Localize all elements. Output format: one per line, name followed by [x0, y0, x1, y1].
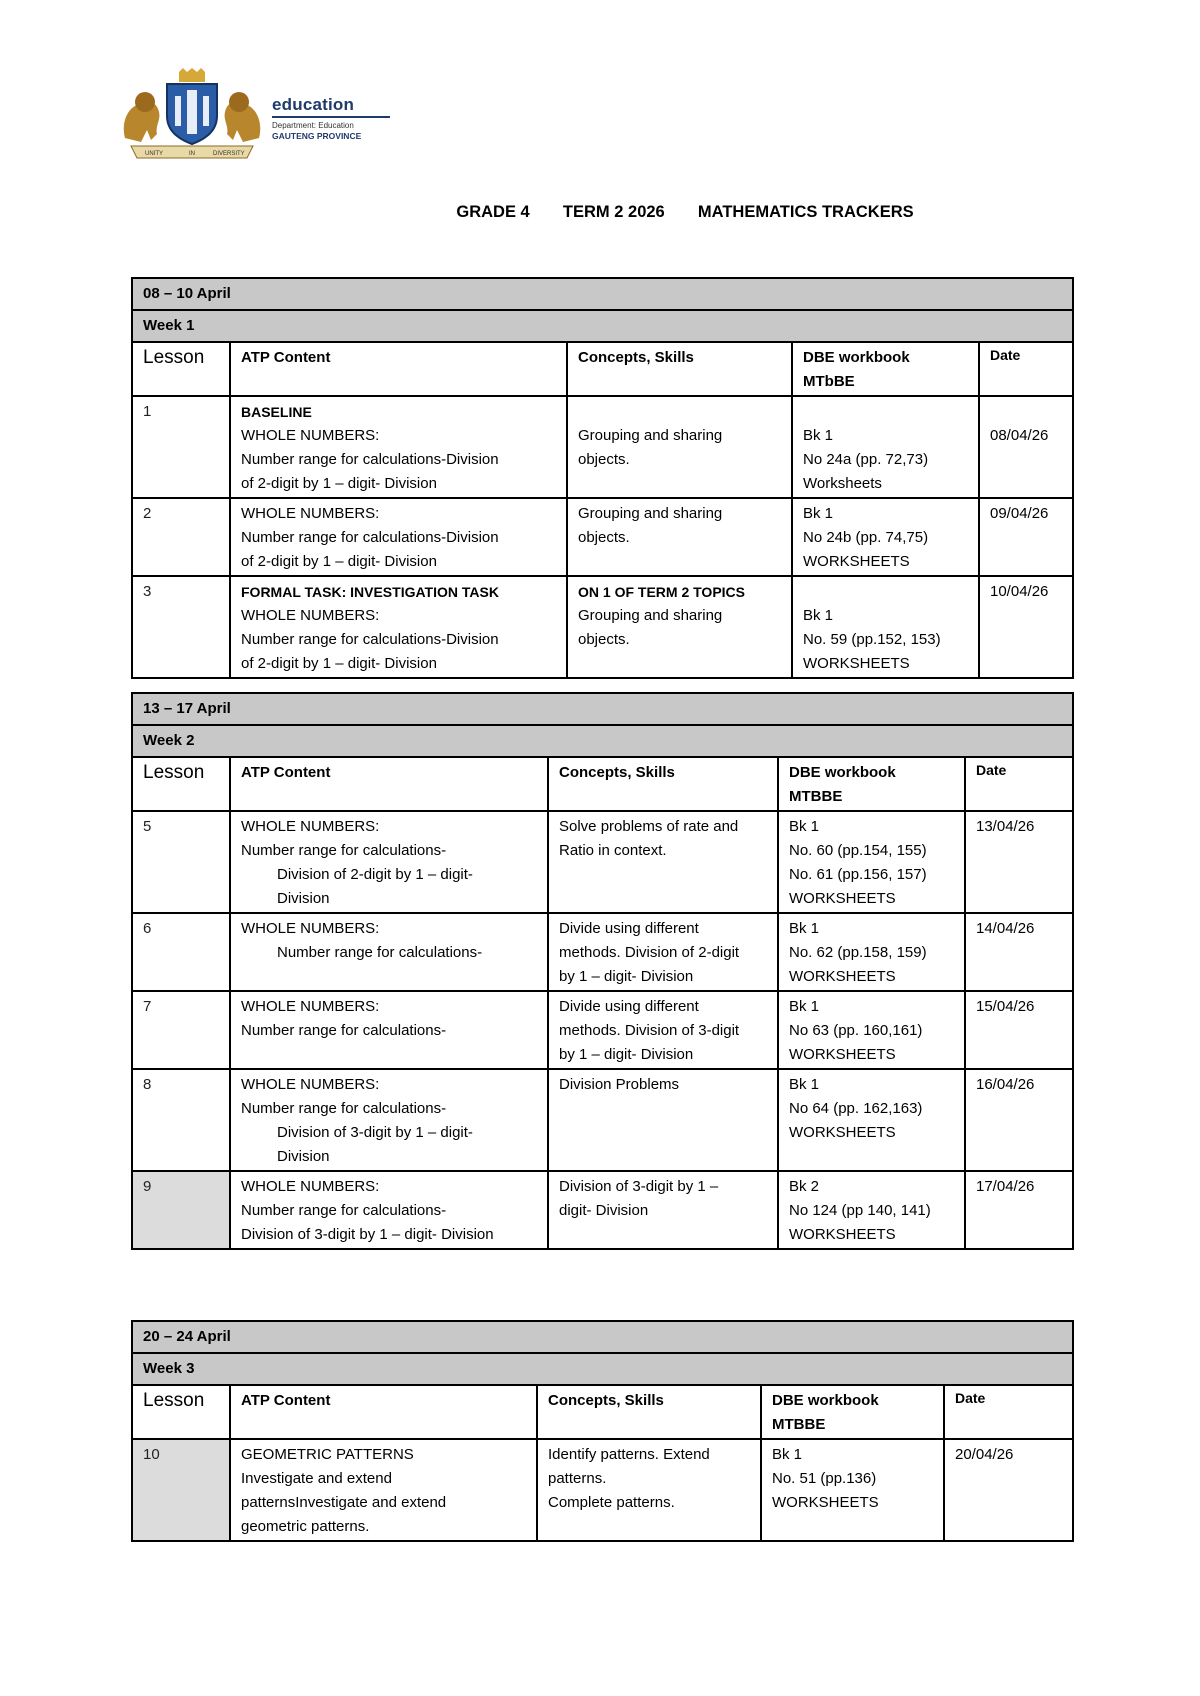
atp-content-cell-line: WHOLE NUMBERS: [241, 920, 380, 937]
dbe-workbook-cell-line [803, 400, 970, 424]
dbe-workbook-cell-line: No 24a (pp. 72,73) [803, 451, 929, 468]
atp-content-cell-line: patternsInvestigate and extend [241, 1494, 447, 1511]
title-subject: MATHEMATICS TRACKERS [697, 203, 914, 221]
table-row [132, 913, 1073, 991]
dbe-workbook-cell-line: Worksheets [803, 475, 882, 492]
atp-content-cell-line: Number range for calculations-Division [241, 631, 499, 648]
header-date: Date [979, 342, 1073, 396]
logo-text [272, 96, 390, 142]
dbe-workbook-cell [778, 811, 965, 913]
logo-province: GAUTENG PROVINCE [272, 131, 362, 141]
atp-content-cell [230, 913, 548, 991]
date-cell [965, 1171, 1073, 1249]
concepts-skills-cell [567, 396, 792, 498]
header-concepts-skills: Concepts, Skills [567, 342, 792, 396]
concepts-skills-cell [548, 811, 778, 913]
atp-content-cell-line: Number range for calculations- [277, 944, 483, 961]
concepts-skills-cell [567, 576, 792, 678]
dbe-workbook-cell-line: No 64 (pp. 162,163) [789, 1100, 923, 1117]
lesson-number: 1 [132, 396, 230, 498]
atp-content-cell-line: Division of 3-digit by 1 – digit- Division [241, 1226, 494, 1243]
date-cell-line: 09/04/26 [990, 505, 1049, 522]
atp-content-cell-line: WHOLE NUMBERS: [241, 998, 380, 1015]
week-dates-band: 13 – 17 April [132, 693, 1073, 725]
atp-content-cell-line: GEOMETRIC PATTERNS [241, 1446, 414, 1463]
week-dates-band: 08 – 10 April [132, 278, 1073, 310]
header-dbe-line: MTBBE [789, 788, 843, 805]
atp-content-cell-line: FORMAL TASK: INVESTIGATION TASK [241, 584, 499, 600]
atp-content-cell [230, 1171, 548, 1249]
header-date: Date [965, 757, 1073, 811]
table-row [132, 576, 1073, 678]
dbe-workbook-cell [792, 576, 979, 678]
atp-content-cell [230, 396, 567, 498]
atp-content-cell-line: Investigate and extend [241, 1470, 392, 1487]
dbe-workbook-cell-line: No. 60 (pp.154, 155) [789, 842, 927, 859]
concepts-skills-cell-line: Grouping and sharing [578, 505, 723, 522]
concepts-skills-cell-line: Division of 3-digit by 1 – [559, 1178, 719, 1195]
atp-content-cell-line: Number range for calculations- [241, 1202, 447, 1219]
atp-content-cell-line: Division [277, 1148, 330, 1165]
concepts-skills-cell-line: Ratio in context. [559, 842, 667, 859]
atp-content-cell-line: of 2-digit by 1 – digit- Division [241, 655, 437, 672]
dbe-workbook-cell-line [803, 580, 970, 604]
date-cell-line: 17/04/26 [976, 1178, 1035, 1195]
date-cell-line: 08/04/26 [990, 427, 1049, 444]
dbe-workbook-cell-line: No. 61 (pp.156, 157) [789, 866, 927, 883]
concepts-skills-cell [548, 1069, 778, 1171]
week-label-band: Week 3 [132, 1353, 1073, 1385]
date-cell [979, 498, 1073, 576]
atp-content-cell-line: WHOLE NUMBERS: [241, 505, 380, 522]
date-cell [965, 913, 1073, 991]
dbe-workbook-cell [792, 498, 979, 576]
table-header-row [132, 757, 1073, 811]
date-cell [979, 576, 1073, 678]
table-row [132, 498, 1073, 576]
coat-of-arms-icon [117, 68, 267, 164]
dbe-workbook-cell-line: No 124 (pp 140, 141) [789, 1202, 931, 1219]
lesson-number: 6 [132, 913, 230, 991]
date-cell-line: 16/04/26 [976, 1076, 1035, 1093]
table-row [132, 811, 1073, 913]
dbe-workbook-cell [778, 913, 965, 991]
date-cell [979, 396, 1073, 498]
dbe-workbook-cell [761, 1439, 944, 1541]
date-cell [944, 1439, 1073, 1541]
concepts-skills-cell-line: objects. [578, 631, 630, 648]
lesson-number: 3 [132, 576, 230, 678]
concepts-skills-cell [548, 913, 778, 991]
header-lesson: Lesson [132, 757, 230, 811]
concepts-skills-cell-line: Divide using different [559, 920, 699, 937]
concepts-skills-cell-line: ON 1 OF TERM 2 TOPICS [578, 584, 745, 600]
dbe-workbook-cell-line: Bk 1 [789, 920, 820, 937]
logo-department: Department: Education [272, 121, 354, 130]
concepts-skills-cell-line: by 1 – digit- Division [559, 1046, 694, 1063]
atp-content-cell-line: WHOLE NUMBERS: [241, 1076, 380, 1093]
date-cell-line: 10/04/26 [990, 583, 1049, 600]
header-atp-content: ATP Content [230, 757, 548, 811]
week-table [131, 692, 1074, 1250]
dbe-workbook-cell-line: Bk 1 [789, 998, 820, 1015]
lesson-number: 9 [132, 1171, 230, 1249]
header-dbe-line: DBE workbook [803, 349, 910, 366]
dbe-workbook-cell-line: No 24b (pp. 74,75) [803, 529, 929, 546]
motto-left: UNITY [145, 151, 163, 157]
dbe-workbook-cell-line: No 63 (pp. 160,161) [789, 1022, 923, 1039]
dbe-workbook-cell-line: WORKSHEETS [789, 890, 896, 907]
dbe-workbook-cell-line: No. 51 (pp.136) [772, 1470, 877, 1487]
atp-content-cell-line: of 2-digit by 1 – digit- Division [241, 553, 437, 570]
week-table [131, 277, 1074, 679]
date-cell-line: 13/04/26 [976, 818, 1035, 835]
atp-content-cell-line: Division of 3-digit by 1 – digit- [277, 1124, 473, 1141]
dbe-workbook-cell-line: Bk 1 [789, 818, 820, 835]
week-dates-band: 20 – 24 April [132, 1321, 1073, 1353]
table-row [132, 396, 1073, 498]
atp-content-cell-line: Division of 2-digit by 1 – digit- [277, 866, 473, 883]
week-label-band: Week 1 [132, 310, 1073, 342]
dbe-workbook-cell-line: Bk 1 [803, 607, 834, 624]
concepts-skills-cell-line: Complete patterns. [548, 1494, 675, 1511]
date-cell [965, 811, 1073, 913]
motto-mid: IN [189, 151, 195, 157]
atp-content-cell [230, 991, 548, 1069]
concepts-skills-cell-line: methods. Division of 2-digit [559, 944, 740, 961]
lesson-number: 5 [132, 811, 230, 913]
atp-content-cell-line: Number range for calculations- [241, 842, 447, 859]
dbe-workbook-cell-line: WORKSHEETS [803, 655, 910, 672]
header-concepts-skills: Concepts, Skills [548, 757, 778, 811]
header-concepts-skills: Concepts, Skills [537, 1385, 761, 1439]
lesson-number: 7 [132, 991, 230, 1069]
concepts-skills-cell-line: Divide using different [559, 998, 699, 1015]
header-dbe-workbook [778, 757, 965, 811]
table-row [132, 991, 1073, 1069]
atp-content-cell [230, 1439, 537, 1541]
atp-content-cell-line: WHOLE NUMBERS: [241, 1178, 380, 1195]
dbe-workbook-cell [792, 396, 979, 498]
atp-content-cell-line: Division [277, 890, 330, 907]
atp-content-cell-line: BASELINE [241, 404, 312, 420]
dbe-workbook-cell-line: Bk 1 [803, 427, 834, 444]
concepts-skills-cell-line: Grouping and sharing [578, 427, 723, 444]
lesson-number: 2 [132, 498, 230, 576]
dbe-workbook-cell-line: Bk 1 [803, 505, 834, 522]
header-atp-content: ATP Content [230, 342, 567, 396]
date-cell-line: 20/04/26 [955, 1446, 1014, 1463]
motto-right: DIVERSITY [213, 151, 245, 157]
concepts-skills-cell-line: by 1 – digit- Division [559, 968, 694, 985]
title-grade: GRADE 4 [456, 203, 530, 221]
dbe-workbook-cell-line: No. 59 (pp.152, 153) [803, 631, 941, 648]
atp-content-cell-line: WHOLE NUMBERS: [241, 427, 380, 444]
atp-content-cell-line: Number range for calculations- [241, 1100, 447, 1117]
atp-content-cell [230, 498, 567, 576]
dbe-workbook-cell-line: WORKSHEETS [789, 1226, 896, 1243]
atp-content-cell [230, 576, 567, 678]
atp-content-cell-line: WHOLE NUMBERS: [241, 818, 380, 835]
concepts-skills-cell-line: Identify patterns. Extend [548, 1446, 710, 1463]
dbe-workbook-cell-line: WORKSHEETS [789, 968, 896, 985]
atp-content-cell-line: Number range for calculations-Division [241, 529, 499, 546]
concepts-skills-cell-line: Division Problems [559, 1076, 680, 1093]
table-header-row [132, 342, 1073, 396]
header-dbe-workbook [761, 1385, 944, 1439]
atp-content-cell [230, 811, 548, 913]
header-dbe-workbook [792, 342, 979, 396]
header-dbe-line: DBE workbook [789, 764, 896, 781]
concepts-skills-cell [567, 498, 792, 576]
date-cell-line: 14/04/26 [976, 920, 1035, 937]
atp-content-cell-line: geometric patterns. [241, 1518, 370, 1535]
concepts-skills-cell-line: digit- Division [559, 1202, 649, 1219]
dbe-workbook-cell-line: Bk 1 [772, 1446, 803, 1463]
atp-content-cell [230, 1069, 548, 1171]
table-row [132, 1069, 1073, 1171]
header-lesson: Lesson [132, 1385, 230, 1439]
gauteng-education-logo [117, 68, 401, 164]
concepts-skills-cell-line [578, 400, 783, 424]
concepts-skills-cell-line: methods. Division of 3-digit [559, 1022, 740, 1039]
week-table [131, 1320, 1074, 1542]
logo-divider [272, 116, 390, 118]
dbe-workbook-cell [778, 991, 965, 1069]
dbe-workbook-cell-line: Bk 2 [789, 1178, 820, 1195]
dbe-workbook-cell-line: WORKSHEETS [803, 553, 910, 570]
date-cell-line [990, 400, 1064, 424]
title-term: TERM 2 2026 [562, 203, 665, 221]
dbe-workbook-cell [778, 1171, 965, 1249]
lesson-number: 8 [132, 1069, 230, 1171]
header-dbe-line: MTbBE [803, 373, 855, 390]
dbe-workbook-cell-line: Bk 1 [789, 1076, 820, 1093]
header-date: Date [944, 1385, 1073, 1439]
header-atp-content: ATP Content [230, 1385, 537, 1439]
date-cell-line: 15/04/26 [976, 998, 1035, 1015]
concepts-skills-cell-line: objects. [578, 451, 630, 468]
dbe-workbook-cell [778, 1069, 965, 1171]
concepts-skills-cell-line: objects. [578, 529, 630, 546]
atp-content-cell-line: Number range for calculations-Division [241, 451, 499, 468]
header-lesson: Lesson [132, 342, 230, 396]
dbe-workbook-cell-line: WORKSHEETS [789, 1046, 896, 1063]
dbe-workbook-cell-line: WORKSHEETS [789, 1124, 896, 1141]
concepts-skills-cell-line: Solve problems of rate and [559, 818, 739, 835]
concepts-skills-cell [548, 1171, 778, 1249]
lesson-number: 10 [132, 1439, 230, 1541]
date-cell [965, 991, 1073, 1069]
table-header-row [132, 1385, 1073, 1439]
dbe-workbook-cell-line: No. 62 (pp.158, 159) [789, 944, 927, 961]
logo-word: education [272, 95, 355, 114]
date-cell [965, 1069, 1073, 1171]
table-row [132, 1439, 1073, 1541]
concepts-skills-cell [537, 1439, 761, 1541]
atp-content-cell-line: Number range for calculations- [241, 1022, 447, 1039]
concepts-skills-cell [548, 991, 778, 1069]
week-label-band: Week 2 [132, 725, 1073, 757]
atp-content-cell-line: WHOLE NUMBERS: [241, 607, 380, 624]
page-title [0, 203, 1200, 222]
concepts-skills-cell-line: patterns. [548, 1470, 607, 1487]
dbe-workbook-cell-line: WORKSHEETS [772, 1494, 879, 1511]
header-dbe-line: DBE workbook [772, 1392, 879, 1409]
atp-content-cell-line: of 2-digit by 1 – digit- Division [241, 475, 437, 492]
table-row [132, 1171, 1073, 1249]
header-dbe-line: MTBBE [772, 1416, 826, 1433]
concepts-skills-cell-line: Grouping and sharing [578, 607, 723, 624]
